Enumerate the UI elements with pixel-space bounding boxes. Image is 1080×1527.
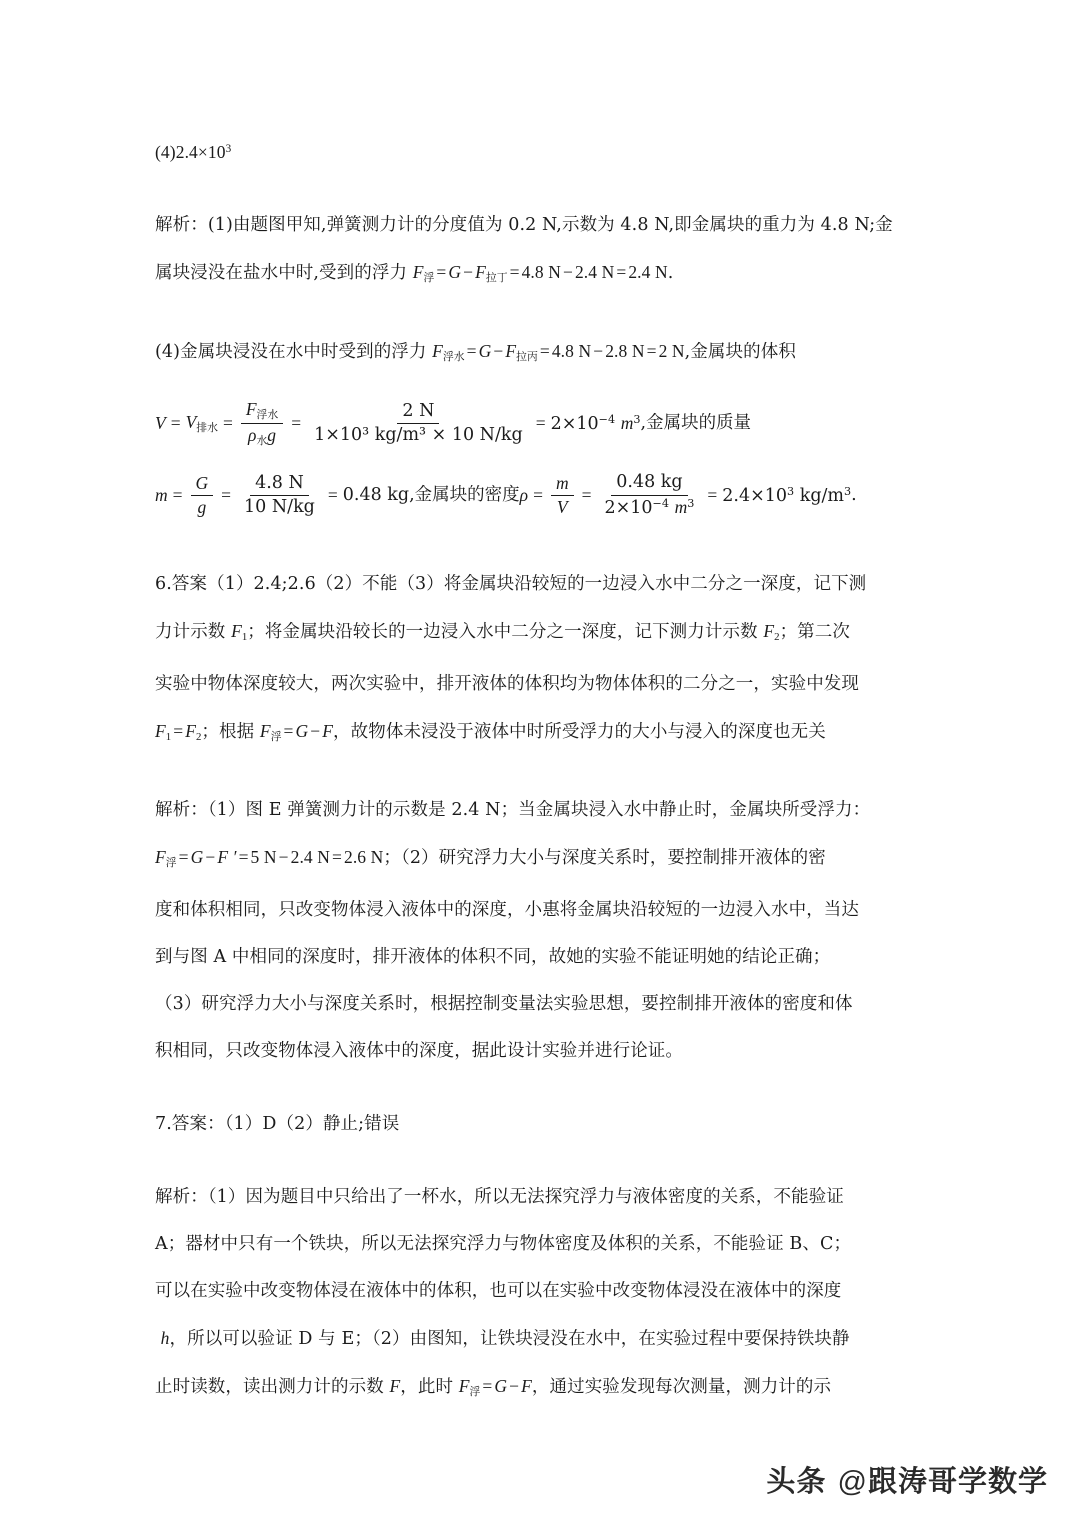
answer-4-line — [155, 126, 930, 176]
density-rho: ρ — [519, 485, 529, 506]
answer-6-line1: （1）2.4;2.6（2）不能（3）将金属块沿较短的一边浸入水中二分之一深度，记下测 — [207, 573, 867, 594]
analysis-7-line2: A；器材中只有一个铁块，所以无法探究浮力与物体密度及体积的关系，不能验证 B、C； — [155, 1233, 852, 1254]
analysis-6-line3: 度和体积相同，只改变物体浸入液体中的深度，小惠将金属块沿较短的一边浸入水中，当达 — [155, 899, 859, 920]
analysis-5-block — [155, 202, 930, 302]
answer-4-exponent: 3 — [225, 143, 232, 155]
analysis-6-line4: 到与图 A 中相同的深度时，排开液体的体积不同，故她的实验不能证明她的结论正确； — [155, 946, 831, 967]
watermark — [766, 1459, 1048, 1500]
analysis-6-line6: 积相同，只改变物体浸入液体中的深度，据此设计实验并进行论证。 — [155, 1040, 683, 1061]
document-content — [155, 126, 930, 1416]
analysis-6-line1: （1）图 E 弹簧测力计的示数是 2.4 N；当金属块浸入水中静止时，金属块所受浮力： — [207, 799, 871, 820]
answer-7-heading: 7.答案： — [155, 1113, 225, 1134]
mass-result: 0.48 kg — [342, 485, 410, 506]
answer-6-F2: $F_2$ — [763, 620, 780, 643]
answer-6-line4-b: ，故物体未浸没于液体中时所受浮力的大小与浸入的深度也无关 — [333, 721, 826, 742]
density-frac-mV: $\frac{m}{V}$ — [551, 473, 574, 520]
analysis-7-heading: 解析： — [155, 1186, 208, 1207]
answer-6-line3: 实验中物体深度较大，两次实验中，排开液体的体积均为物体体积的二分之一，实验中发现 — [155, 673, 859, 694]
answer-7-block — [155, 1101, 930, 1148]
analysis-6-line2-tail: ；（2）研究浮力大小与深度关系时，要控制排开液体的密 — [383, 847, 826, 868]
answer-6-heading: 6.答案 — [155, 573, 208, 594]
analysis-7-line5-a: 止时读数，读出测力计的示数 — [155, 1376, 390, 1397]
analysis-5-line3-formula: $F_{浮水} = G - F_{拉丙} = 4.8$ N − 2.8 N = 2 N — [432, 340, 685, 363]
analysis-7-line3: 可以在实验中改变物体浸在液体中的体积，也可以在实验中改变物体浸没在液体中的深度 — [155, 1280, 842, 1301]
mass-frac-Gg: $\frac{G}{g}$ — [191, 473, 214, 520]
analysis-7-block — [155, 1174, 930, 1416]
volume-V-displaced: $V_{排水}$ — [185, 411, 218, 434]
answer-6-line2-a: 力计示数 — [155, 621, 232, 642]
analysis-7-line1: （1）因为题目中只给出了一杯水，所以无法探究浮力与液体密度的关系，不能验证 — [207, 1186, 844, 1207]
analysis-5-line3-text: (4)金属块浸没在水中时受到的浮力 — [155, 341, 433, 362]
analysis-7-F-symbol: F — [389, 1375, 401, 1396]
volume-frac-1: $\frac{F_{浮水}}{\rho_水g}$ — [241, 399, 283, 449]
analysis-6-line5: （3）研究浮力大小与深度关系时，根据控制变量法实验思想，要控制排开液体的密度和体 — [155, 993, 853, 1014]
mass-m: m — [155, 485, 168, 506]
analysis-5-line3-tail: ,金属块的体积 — [684, 341, 796, 362]
analysis-5-line3 — [155, 328, 930, 381]
watermark-prefix: 头条 — [766, 1464, 827, 1498]
analysis-7-line5-b: ，此时 — [400, 1376, 459, 1397]
analysis-5-line2-formula: $F_浮 = G - F_{拉丁} = 4.8$ N − 2.4 N = 2.4 N — [412, 261, 668, 284]
answer-6-line2-b: ；将金属块沿较长的一边浸入水中二分之一深度，记下测力计示数 — [247, 621, 764, 642]
analysis-5-line2-text: 属块浸没在盐水中时,受到的浮力 — [155, 262, 413, 283]
analysis-6-block — [155, 787, 930, 1075]
answer-6-F1: $F_1$ — [231, 620, 248, 643]
answer-6-line2-c: ；第二次 — [779, 621, 850, 642]
volume-tail: ,金属块的质量 — [640, 413, 752, 434]
analysis-6-buoyancy-calc: $F_浮 = G - F$ ′ = 5 N − 2.4 N = 2.6 N — [155, 846, 384, 869]
watermark-account-name: 跟涛哥学数学 — [867, 1464, 1048, 1498]
answer-6-F1-eq: $F_1 = F_2$ — [155, 720, 202, 743]
volume-formula: V = $V_{排水}$ = $\frac{F_{浮水}}{\rho_水g}$ = $\frac{2 N}{\text{1×10³ kg/m³ × 10 N/kg}}$ = $2\times 10^{-4}$ $m^3$ ,金属块的质量 — [155, 398, 752, 448]
analysis-5-line2-period: . — [667, 262, 674, 283]
answer-7-line1: （1）D（2）静止;错误 — [224, 1113, 400, 1134]
answer-6-block — [155, 561, 930, 761]
analysis-7-line5-c: ，通过实验发现每次测量，测力计的示 — [531, 1376, 832, 1397]
density-result: $2.4\times 10^3$ $kg/m^3$ — [722, 484, 852, 506]
mass-density-formula: m = $\frac{G}{g}$ = $\frac{4.8 N}{10 N/kg}$ = 0.48 kg ,金属块的密度 ρ = $\frac{m}{V}$ = $\frac{0.48 kg}{2\times 10^{-4} m^3}$ = $2.4\times 10^3$ $kg/m^3$ . — [155, 472, 857, 518]
mass-frac-values: $\frac{4.8 N}{10 N/kg}$ — [244, 472, 315, 518]
analysis-7-h-symbol: h — [160, 1327, 170, 1348]
analysis-7-buoyancy-formula: $F_浮 = G - F$ — [458, 1375, 532, 1398]
analysis-7-line4: ，所以可以验证 D 与 E；（2）由图知，让铁块浸没在水中，在实验过程中要保持铁块静 — [169, 1328, 850, 1349]
answer-4-value: 2.4×10 — [175, 141, 226, 162]
volume-frac-2: $\frac{2 N}{\text{1×10³ kg/m³ × 10 N/kg}}$ — [314, 400, 523, 446]
density-lead: ,金属块的密度 — [409, 485, 520, 506]
volume-V: V — [155, 413, 166, 434]
answer-6-buoyancy-formula: $F_浮 = G - F$ — [259, 720, 334, 743]
density-period: . — [851, 485, 857, 506]
watermark-at-sign: @ — [837, 1466, 868, 1498]
analysis-5-heading: 解析： — [155, 214, 208, 235]
analysis-6-heading: 解析： — [155, 799, 208, 820]
volume-result: $2\times 10^{-4}$ $m^3$ — [550, 412, 641, 434]
analysis-5-line1: (1)由题图甲知,弹簧测力计的分度值为 0.2 N,示数为 4.8 N,即金属块的重力为 4.8 N;金 — [207, 214, 893, 235]
answer-4-label: (4) — [155, 141, 176, 162]
density-frac-values: $\frac{0.48 kg}{2\times 10^{-4} m^3}$ — [604, 472, 695, 518]
answer-6-line4-a: ；根据 — [201, 721, 260, 742]
